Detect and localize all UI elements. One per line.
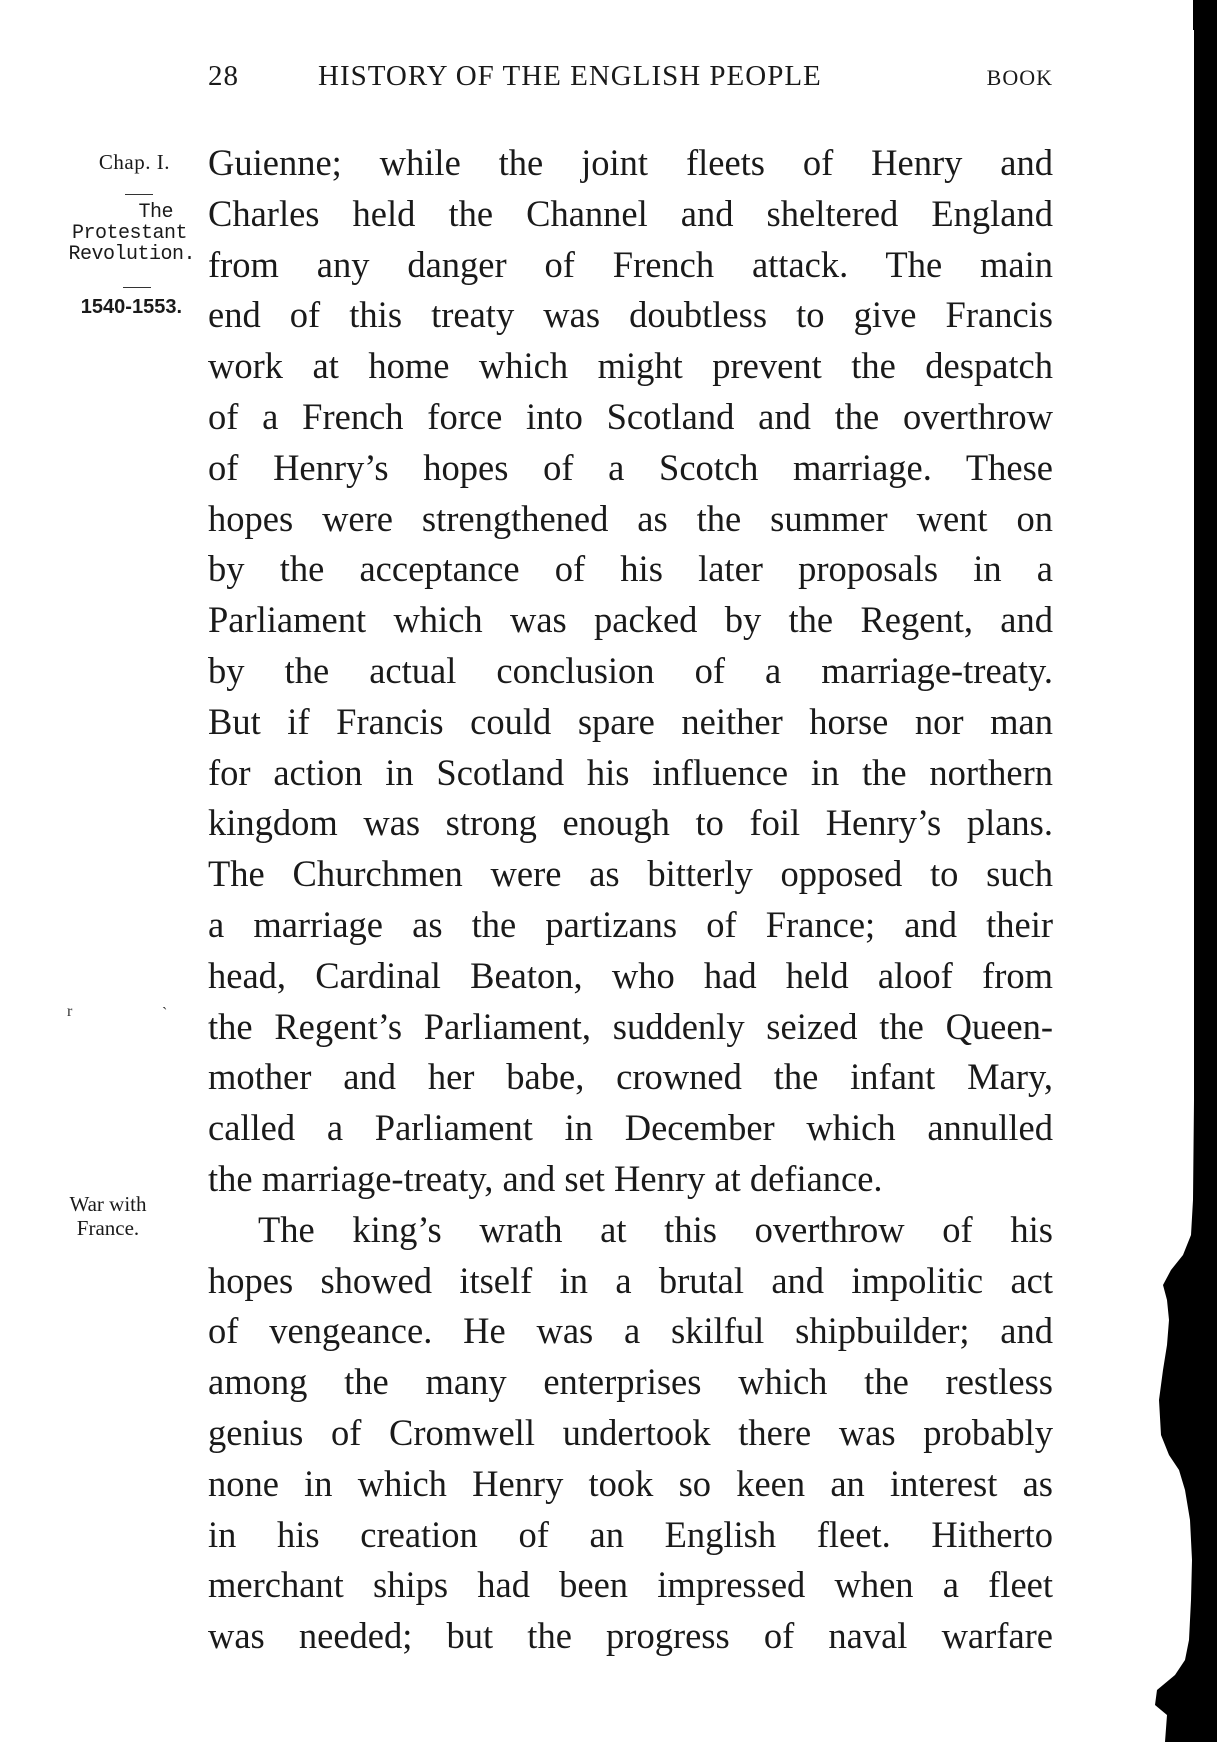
- text-line: among the many enterprises which the restless: [208, 1361, 1053, 1403]
- text-line: a marriage as the partizans of France; and their: [208, 903, 1053, 945]
- text-line: But if Francis could spare neither horse nor man: [208, 700, 1053, 742]
- scan-speck-left: r: [67, 1003, 73, 1020]
- text-line: of a French force into Scotland and the overthrow: [208, 395, 1053, 437]
- margin-rule-bottom: [123, 287, 151, 288]
- body-text: [208, 138, 1053, 1662]
- text-line: mother and her babe, crowned the infant Mary,: [208, 1056, 1053, 1098]
- page-number: 28: [208, 60, 239, 92]
- margin-years: 1540-1553.: [80, 296, 182, 318]
- text-line: of Henry’s hopes of a Scotch marriage. These: [208, 446, 1053, 488]
- text-line: was needed; but the progress of naval warfare: [208, 1615, 1053, 1657]
- margin-side-heading: [40, 1192, 176, 1240]
- text-line: head, Cardinal Beaton, who had held aloof from: [208, 954, 1053, 996]
- text-line: by the acceptance of his later proposals in a: [208, 548, 1053, 590]
- text-line: for action in Scotland his influence in the northern: [208, 751, 1053, 793]
- text-line: the Regent’s Parliament, suddenly seized the Queen-: [208, 1005, 1053, 1047]
- scan-edge-shadow: [1155, 0, 1217, 1742]
- margin-side-heading-line-1: War with: [69, 1192, 147, 1216]
- margin-section-line-2: Protestant: [71, 222, 187, 245]
- running-header: [208, 60, 1053, 104]
- text-line: Guienne; while the joint fleets of Henry and: [208, 142, 1053, 183]
- text-line: none in which Henry took so keen an interest as: [208, 1462, 1053, 1504]
- margin-side-heading-line-2: France.: [76, 1216, 140, 1240]
- text-line: of vengeance. He was a skilful shipbuilder; and: [208, 1310, 1053, 1352]
- margin-section-title: [40, 202, 195, 265]
- text-line: end of this treaty was doubtless to give Francis: [208, 294, 1053, 336]
- text-line: genius of Cromwell undertook there was probably: [208, 1411, 1053, 1453]
- text-line-paragraph-start: The king’s wrath at this overthrow of his: [258, 1208, 1053, 1250]
- scan-binding-edge: [1097, 0, 1217, 1742]
- text-line: The Churchmen were as bitterly opposed to such: [208, 853, 1053, 895]
- text-line: hopes showed itself in a brutal and impolitic act: [208, 1259, 1053, 1301]
- text-line: merchant ships had been impressed when a fleet: [208, 1564, 1053, 1606]
- scan-speck-right: `: [162, 1005, 168, 1022]
- text-line: from any danger of French attack. The main: [208, 243, 1053, 285]
- text-line: Parliament which was packed by the Regent, and: [208, 599, 1053, 641]
- text-line: hopes were strengthened as the summer went on: [208, 497, 1053, 539]
- margin-section-line-1: The: [138, 201, 173, 224]
- text-line-paragraph-end: the marriage-treaty, and set Henry at defiance.: [208, 1157, 883, 1199]
- margin-chapter: Chap. I.: [98, 150, 170, 174]
- text-line: work at home which might prevent the despatch: [208, 345, 1053, 387]
- text-line: in his creation of an English fleet. Hitherto: [208, 1513, 1053, 1555]
- text-line: called a Parliament in December which annulled: [208, 1107, 1053, 1149]
- text-line: Charles held the Channel and sheltered England: [208, 192, 1053, 234]
- book-label: BOOK: [986, 65, 1053, 90]
- margin-rule-top: [125, 194, 153, 195]
- text-line: by the actual conclusion of a marriage-treaty.: [208, 649, 1053, 691]
- margin-section-line-3: Revolution.: [68, 243, 195, 266]
- running-title: HISTORY OF THE ENGLISH PEOPLE: [318, 60, 822, 92]
- text-line: kingdom was strong enough to foil Henry’s plans.: [208, 802, 1053, 844]
